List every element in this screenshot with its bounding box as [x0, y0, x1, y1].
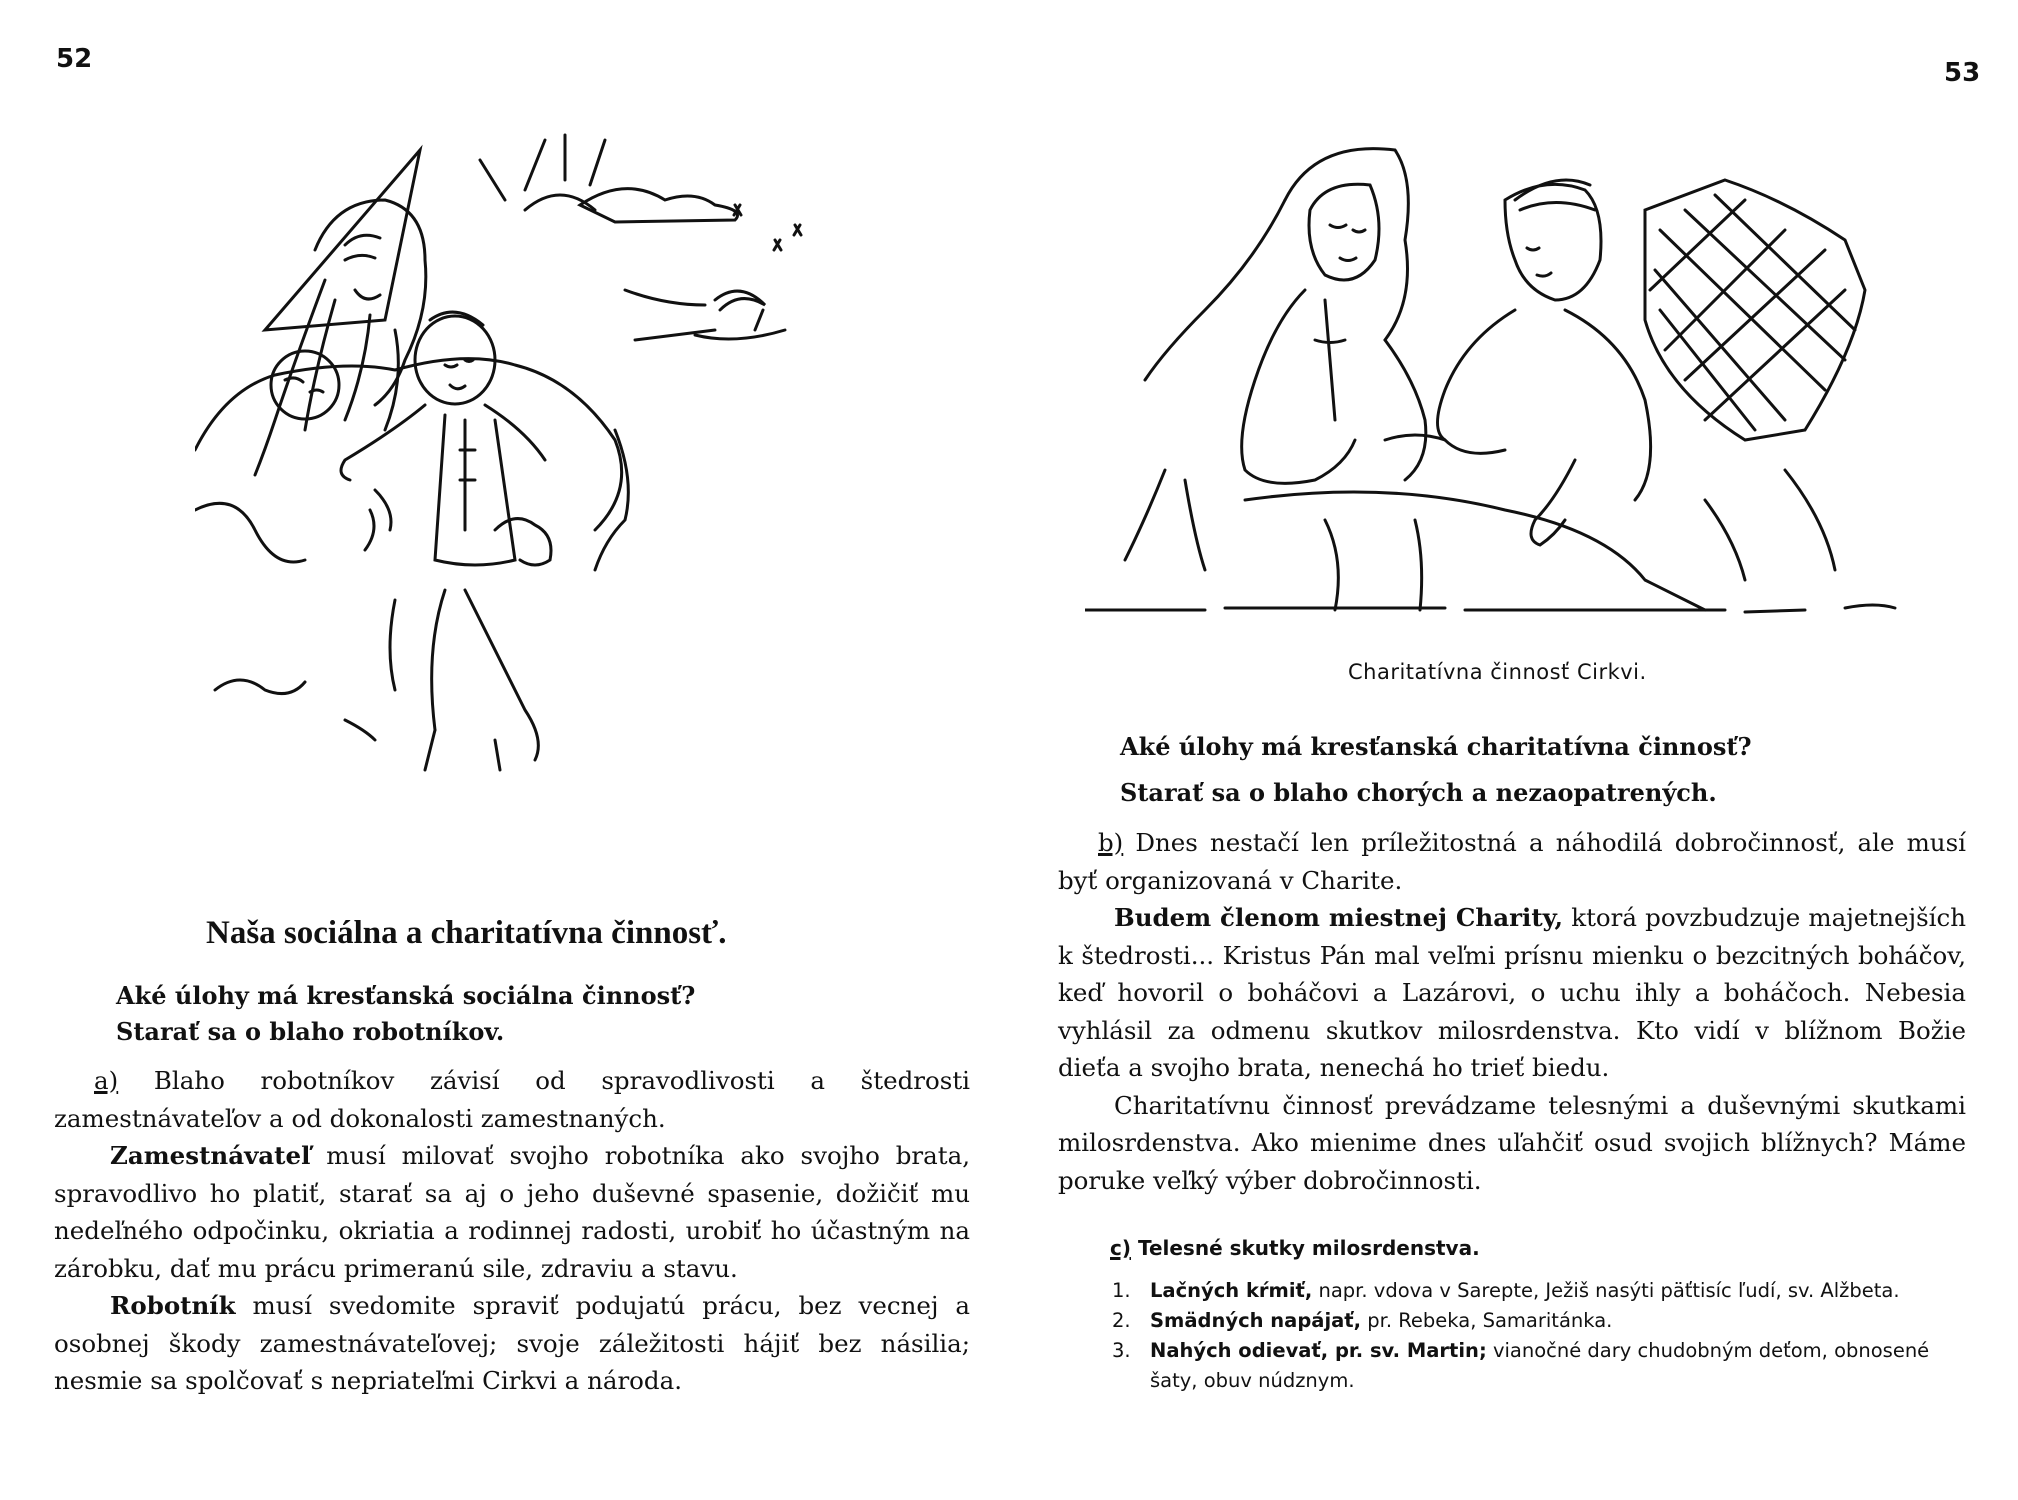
illustration-caption: Charitatívna činnosť Cirkvi.	[1348, 660, 1647, 684]
list-item: 3. Nahých odievať, pr. sv. Martin; vianočné dary chudobným deťom, obnosené šaty, obuv núdznym.	[1112, 1339, 1930, 1392]
answer-charity: Starať sa o blaho chorých a nezaopatrených.	[1120, 778, 1717, 807]
paragraph-charity: Budem členom miestnej Charity, ktorá povzbudzuje majetnejších k štedrosti... Kristus Pán mal veľmi prísnu mienku o bezcitných boháčov, keď hovoril o boháčovi a Lazárovi, o uchu ihly a boháčoch. Nebesia vyhlásil za odmenu skutkov milosrdenstva. Kto vidí v blížnom Božie dieťa a svojho brata, nenechá ho trieť biedu.	[1058, 903, 1966, 1082]
question-block-social	[116, 978, 695, 1050]
paragraph-marker-b: b)	[1098, 828, 1124, 857]
question-social: Aké úlohy má kresťanská sociálna činnosť?	[116, 981, 696, 1010]
paragraph-b: b) Dnes nestačí len príležitostná a náhodilá dobročinnosť, ale musí byť organizovaná v Charite.	[1058, 828, 1966, 895]
right-body-text	[1058, 824, 1966, 1199]
page-number-left: 52	[56, 44, 93, 74]
list-item: 1. Lačných kŕmiť, napr. vdova v Sarepte, Ježiš nasýti päťtisíc ľudí, sv. Alžbeta.	[1112, 1279, 1900, 1302]
answer-social: Starať sa o blaho robotníkov.	[116, 1017, 505, 1046]
question-charity: Aké úlohy má kresťanská charitatívna činnosť?	[1120, 732, 1752, 761]
page-number-right: 53	[1944, 58, 1981, 88]
list-item: 2. Smädných napájať, pr. Rebeka, Samaritánka.	[1112, 1309, 1613, 1332]
paragraph-a: a) Blaho robotníkov závisí od spravodlivosti a štedrosti zamestnávateľov a od dokonalosti zamestnaných.	[54, 1066, 970, 1133]
paragraph-marker-a: a)	[94, 1066, 119, 1095]
section-marker-c: c)	[1110, 1236, 1131, 1260]
section-title-c: c) Telesné skutky milosrdenstva.	[1110, 1236, 1480, 1260]
illustration-nun-with-patient	[1085, 140, 1965, 660]
question-block-charity	[1120, 724, 1752, 816]
page-heading: Naša sociálna a charitatívna činnosť.	[206, 915, 727, 951]
paragraph-employer: Zamestnávateľ musí milovať svojho robotníka ako svojho brata, spravodlivo ho platiť, starať sa aj o jeho duševné spasenie, dožičiť mu nedeľného odpočinku, okriatia a rodinnej radosti, urobiť ho účastným na zárobku, dať mu prácu primeranú sile, zdraviu a stavu.	[54, 1141, 970, 1283]
works-of-mercy-list	[1112, 1276, 1967, 1396]
paragraph-worker: Robotník musí svedomite spraviť podujatú prácu, bez vecnej a osobnej škody zamestnávateľovej; svoje záležitosti hájiť bez násilia; nesmie sa spolčovať s nepriateľmi Cirkvi a národa.	[54, 1291, 970, 1395]
left-body-text	[54, 1062, 970, 1400]
paragraph-activity: Charitatívnu činnosť prevádzame telesnými a duševnými skutkami milosrdenstva. Ako mienime dnes uľahčiť osud svojich blížnych? Máme poruke veľký výber dobročinnosti.	[1058, 1090, 1966, 1195]
illustration-elder-with-children	[195, 130, 855, 810]
